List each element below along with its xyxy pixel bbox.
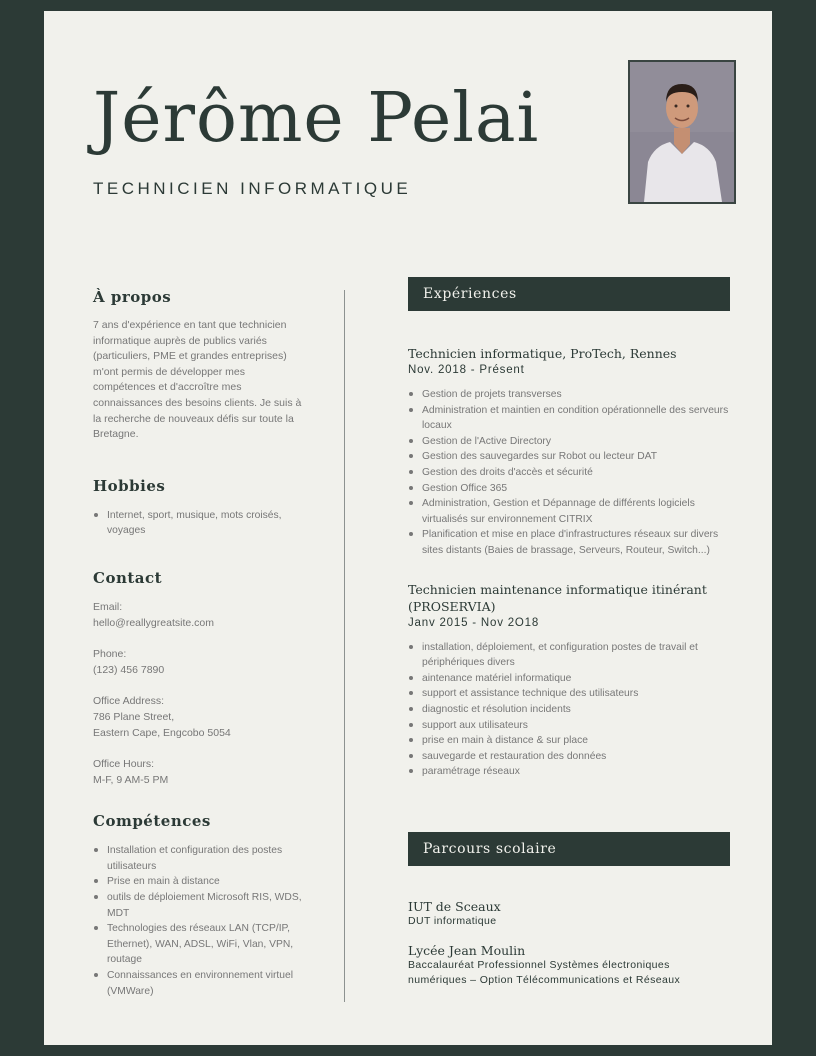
hobbies-list	[93, 508, 303, 539]
skills-title: Compétences	[93, 812, 211, 831]
resume-page	[44, 11, 772, 1045]
school-degree: DUT informatique	[408, 914, 497, 927]
experience-header: Expériences	[408, 277, 730, 311]
contact-block	[93, 600, 303, 788]
candidate-role: TECHNICIEN INFORMATIQUE	[93, 179, 412, 198]
task-item: sauvegarde et restauration des données	[408, 749, 730, 765]
task-item: Gestion de l'Active Directory	[408, 434, 730, 450]
task-item: Gestion Office 365	[408, 481, 730, 497]
phone-value[interactable]: (123) 456 7890	[93, 663, 165, 676]
task-item: support aux utilisateurs	[408, 718, 730, 734]
task-item: aintenance matériel informatique	[408, 671, 730, 687]
hours-value: M-F, 9 AM-5 PM	[93, 773, 169, 786]
task-item: installation, déploiement, et configuration postes de travail et périphériques divers	[408, 640, 730, 671]
skills-list	[93, 843, 303, 999]
column-divider	[344, 290, 345, 1002]
address-line1: 786 Plane Street,	[93, 710, 175, 723]
skill-item: Technologies des réseaux LAN (TCP/IP, Ethernet), WAN, ADSL, WiFi, Vlan, VPN, routage	[93, 921, 303, 968]
hours-label: Office Hours:	[93, 758, 155, 771]
task-item: Gestion des sauvegardes sur Robot ou lecteur DAT	[408, 449, 730, 465]
task-item: Gestion de projets transverses	[408, 387, 730, 403]
school-entry	[408, 943, 730, 988]
task-item: Gestion des droits d'accès et sécurité	[408, 465, 730, 481]
job-title: Technicien maintenance informatique itinérant (PROSERVIA)	[408, 581, 707, 614]
skill-item: outils de déploiement Microsoft RIS, WDS, MDT	[93, 890, 303, 921]
job-dates: Janv 2015 - Nov 2O18	[408, 616, 540, 629]
hobbies-title: Hobbies	[93, 476, 166, 495]
education-header: Parcours scolaire	[408, 832, 730, 866]
school-degree: Baccalauréat Professionnel Systèmes électroniques numériques – Option Télécommunications et Réseaux	[408, 958, 681, 986]
hobby-item: Internet, sport, musique, mots croisés, voyages	[93, 508, 303, 539]
task-item: paramétrage réseaux	[408, 764, 730, 780]
job-title: Technicien informatique, ProTech, Rennes	[408, 346, 677, 361]
job-dates: Nov. 2018 - Présent	[408, 364, 525, 376]
profile-photo	[628, 60, 736, 204]
task-item: diagnostic et résolution incidents	[408, 702, 730, 718]
job-entry	[408, 581, 730, 780]
task-item: Administration, Gestion et Dépannage de différents logiciels virtualisés sur environnement CITRIX	[408, 496, 730, 527]
job-entry	[408, 345, 730, 559]
skill-item: Prise en main à distance	[93, 874, 303, 890]
task-item: support et assistance technique des utilisateurs	[408, 686, 730, 702]
address-line2: Eastern Cape, Engcobo 5054	[93, 726, 231, 739]
about-text: 7 ans d'expérience en tant que technicien informatique auprès de publics variés (particuliers, PME et grandes entreprises) m'ont permis de développer mes compétences et d'accroître mes connaissances des besoins clients. Je suis à la recherche de nouveaux défis sur toute la Bretagne.	[93, 319, 302, 441]
task-item: Planification et mise en place d'infrastructures réseaux sur divers sites distants (Baies de brassage, Serveurs, Routeur, Switch...)	[408, 527, 730, 558]
left-column	[93, 288, 303, 999]
email-label: Email:	[93, 600, 123, 613]
job-tasks	[408, 387, 730, 559]
task-item: Administration et maintien en condition opérationnelle des serveurs locaux	[408, 403, 730, 434]
address-label: Office Address:	[93, 695, 165, 708]
job-tasks	[408, 640, 730, 780]
skill-item: Connaissances en environnement virtuel (VMWare)	[93, 968, 303, 999]
task-item: prise en main à distance & sur place	[408, 733, 730, 749]
contact-title: Contact	[93, 568, 163, 587]
candidate-name: Jérôme Pelai	[93, 79, 540, 158]
email-value[interactable]: hello@reallygreatsite.com	[93, 616, 214, 629]
school-name: Lycée Jean Moulin	[408, 942, 526, 958]
school-entry	[408, 899, 730, 929]
skill-item: Installation et configuration des postes utilisateurs	[93, 843, 303, 874]
about-title: À propos	[93, 288, 172, 306]
phone-label: Phone:	[93, 648, 127, 661]
right-column	[408, 277, 730, 988]
school-name: IUT de Sceaux	[408, 898, 501, 914]
